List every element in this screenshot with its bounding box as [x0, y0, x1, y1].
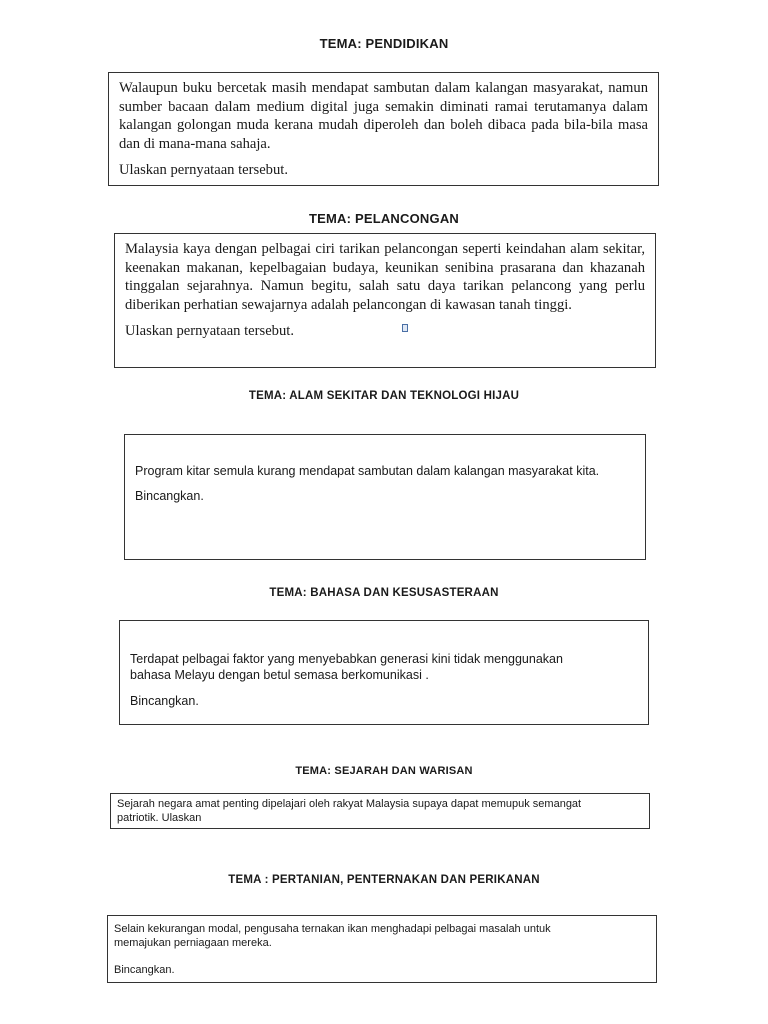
question-box-sejarah — [110, 793, 650, 829]
question-text: Malaysia kaya dengan pelbagai ciri tarikan pelancongan seperti keindahan alam sekitar, keenakan makanan, kepelbagaian budaya, keunikan senibina prasarana dan khazanah tinggalan sejarahnya. Namun begitu, salah satu daya tarikan pelancong yang perlu diberikan perhatian sewajarnya adalah pelancongan di kawasan tanah tinggi. — [125, 241, 645, 313]
question-text: Selain kekurangan modal, pengusaha ternakan ikan menghadapi pelbagai masalah untuk memajukan perniagaan mereka. — [114, 923, 551, 949]
section-title-sejarah: TEMA: SEJARAH DAN WARISAN — [295, 765, 473, 777]
question-box-pertanian — [107, 915, 657, 983]
question-instruction: Bincangkan. — [130, 694, 199, 708]
question-box-alam-sekitar — [124, 434, 646, 560]
question-instruction: Ulaskan pernyataan tersebut. — [119, 162, 288, 178]
question-box-pelancongan — [114, 233, 656, 368]
section-title-pendidikan: TEMA: PENDIDIKAN — [319, 36, 449, 51]
section-title-pertanian: TEMA : PERTANIAN, PENTERNAKAN DAN PERIKANAN — [228, 874, 540, 886]
question-instruction: Bincangkan. — [114, 964, 175, 976]
section-title-pelancongan: TEMA: PELANCONGAN — [308, 211, 459, 226]
question-instruction: Ulaskan pernyataan tersebut. — [125, 323, 294, 339]
question-text: Program kitar semula kurang mendapat sambutan dalam kalangan masyarakat kita. — [135, 464, 600, 478]
question-text: Walaupun buku bercetak masih mendapat sambutan dalam kalangan masyarakat, namun sumber bacaan dalam medium digital juga semakin diminati ramai terutamanya dalam kalangan golongan muda kerana mudah diperoleh dan boleh dibaca pada bila-bila masa dan di mana-mana sahaja. — [119, 80, 648, 152]
section-title-bahasa: TEMA: BAHASA DAN KESUSASTERAAN — [269, 587, 499, 599]
question-text: Sejarah negara amat penting dipelajari oleh rakyat Malaysia supaya dapat memupuk semangat patriotik. Ulaskan — [117, 798, 582, 824]
section-title-alam-sekitar: TEMA: ALAM SEKITAR DAN TEKNOLOGI HIJAU — [248, 390, 520, 402]
question-box-bahasa — [119, 620, 649, 725]
anchor-marker-icon — [402, 324, 408, 332]
question-text: Terdapat pelbagai faktor yang menyebabkan generasi kini tidak menggunakan bahasa Melayu dengan betul semasa berkomunikasi . — [130, 652, 563, 682]
question-instruction: Bincangkan. — [135, 489, 204, 503]
question-box-pendidikan — [108, 72, 659, 186]
